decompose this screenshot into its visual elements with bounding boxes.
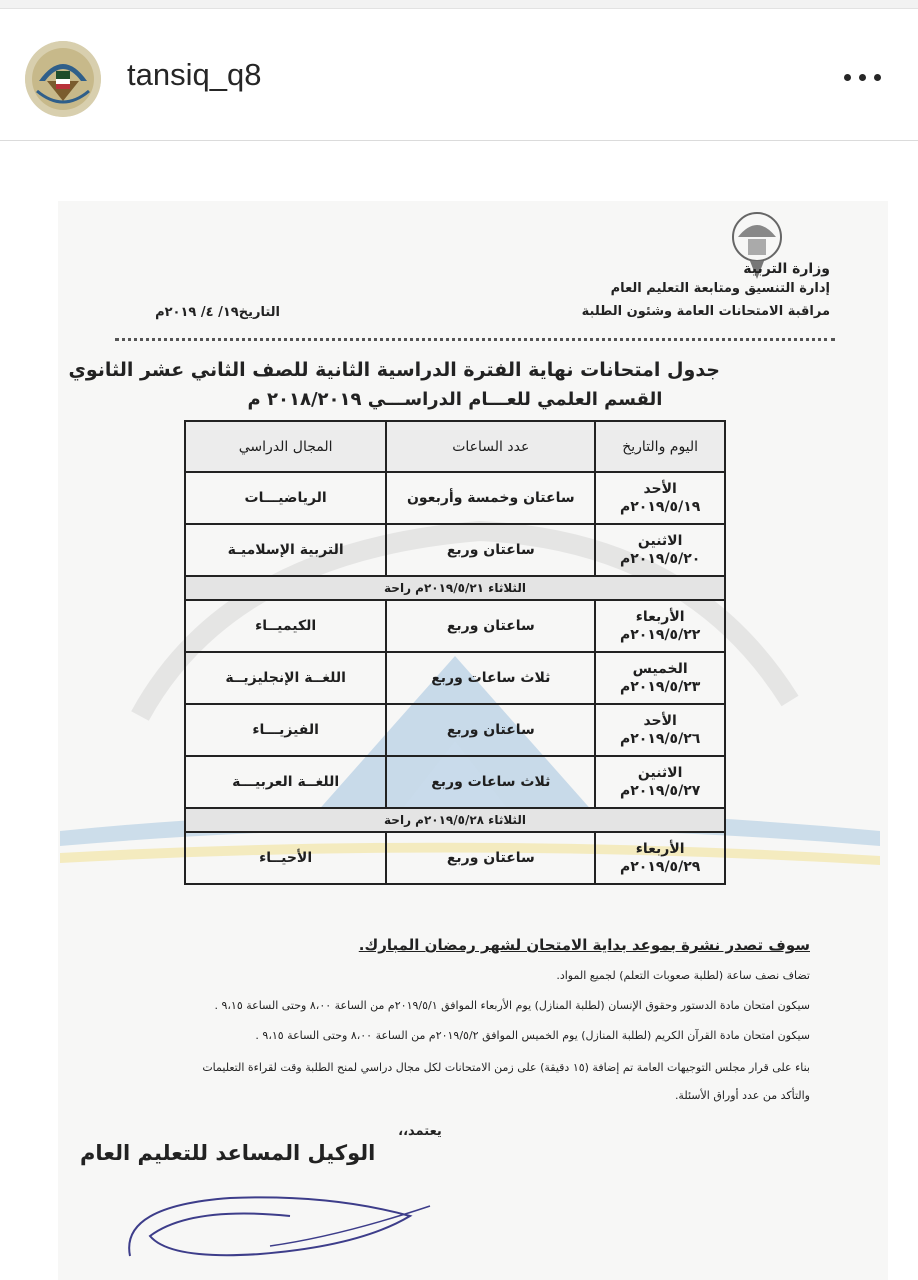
subject-cell: اللغــة العربيـــة (185, 756, 386, 808)
exam-schedule-table (184, 420, 726, 885)
signatory-title: الوكيل المساعد للتعليم العام (80, 1141, 376, 1165)
status-strip (0, 0, 918, 9)
subject-cell: الفيزيـــاء (185, 704, 386, 756)
schedule-subtitle: القسم العلمي للعـــام الدراســـي ٢٠١٨/٢٠١٩ م (247, 389, 663, 410)
table-header-row (185, 421, 725, 472)
section-name: مراقبة الامتحانات العامة وشئون الطلبة (581, 304, 830, 319)
account-username[interactable]: tansiq_q8 (127, 57, 262, 92)
department-name: إدارة التنسيق ومتابعة التعليم العام (610, 281, 830, 296)
hours-cell: ثلاث ساعات وربع (386, 756, 595, 808)
header-subject: المجال الدراسي (185, 421, 386, 472)
subject-cell: اللغــة الإنجليزيــة (185, 652, 386, 704)
schedule-title: جدول امتحانات نهاية الفترة الدراسية الثانية للصف الثاني عشر الثانوي (68, 359, 720, 381)
post-image (0, 141, 918, 1280)
day-cell: الأحد ٢٠١٩/٥/١٩م (595, 472, 725, 524)
hours-cell: ساعتان وخمسة وأربعون (386, 472, 595, 524)
table-row (185, 832, 725, 884)
header-day-date: اليوم والتاريخ (595, 421, 725, 472)
table-row (185, 652, 725, 704)
note-extra-time: بناء على قرار مجلس التوجيهات العامة تم إضافة (١٥ دقيقة) على زمن الامتحانات لكل مجال دراسي لمنح الطلبة وقت لقراءة التعليمات (202, 1061, 810, 1074)
profile-avatar[interactable] (25, 41, 101, 117)
rest-day-row (185, 576, 725, 600)
note-learning-difficulties: تضاف نصف ساعة (لطلبة صعوبات التعلم) لجميع المواد. (556, 969, 810, 982)
table-row (185, 600, 725, 652)
signature-icon (110, 1176, 440, 1280)
rest-day-row (185, 808, 725, 832)
day-cell: الاثنين ٢٠١٩/٥/٢٠م (595, 524, 725, 576)
document-content (0, 141, 918, 1280)
subject-cell: الكيميــاء (185, 600, 386, 652)
ministry-name: وزارة التربية (743, 261, 830, 277)
post-header (0, 9, 918, 141)
subject-cell: الرياضيـــات (185, 472, 386, 524)
document-date: التاريخ١٩/ ٤/ ٢٠١٩م (155, 305, 280, 320)
table-row (185, 472, 725, 524)
hours-cell: ثلاث ساعات وربع (386, 652, 595, 704)
hours-cell: ساعتان وربع (386, 600, 595, 652)
hours-cell: ساعتان وربع (386, 832, 595, 884)
separator-line (115, 338, 835, 341)
hours-cell: ساعتان وربع (386, 704, 595, 756)
subject-cell: الأحيــاء (185, 832, 386, 884)
day-cell: الأحد ٢٠١٩/٥/٢٦م (595, 704, 725, 756)
more-options-icon[interactable] (838, 57, 888, 97)
table-row (185, 524, 725, 576)
table-row (185, 756, 725, 808)
ministry-logo-icon (25, 41, 101, 117)
ramadan-note: سوف تصدر نشرة بموعد بداية الامتحان لشهر رمضان المبارك. (358, 936, 810, 954)
note-quran-exam: سيكون امتحان مادة القرآن الكريم (لطلبة المنازل) يوم الخميس الموافق ٢٠١٩/٥/٢م من الساعة ٨،٠٠ وحتى الساعة ٩،١٥ . (255, 1029, 810, 1042)
table-row (185, 704, 725, 756)
hours-cell: ساعتان وربع (386, 524, 595, 576)
approval-label: يعتمد،، (398, 1124, 442, 1139)
day-cell: الخميس ٢٠١٩/٥/٢٣م (595, 652, 725, 704)
day-cell: الاثنين ٢٠١٩/٥/٢٧م (595, 756, 725, 808)
day-cell: الأربعاء ٢٠١٩/٥/٢٩م (595, 832, 725, 884)
rest-day-cell: الثلاثاء ٢٠١٩/٥/٢٨م راحة (185, 808, 725, 832)
rest-day-cell: الثلاثاء ٢٠١٩/٥/٢١م راحة (185, 576, 725, 600)
subject-cell: التربية الإسلاميـة (185, 524, 386, 576)
note-constitution-exam: سيكون امتحان مادة الدستور وحقوق الإنسان (لطلبة المنازل) يوم الأربعاء الموافق ٢٠١٩/٥/١م من الساعة ٨،٠٠ وحتى الساعة ٩،١٥ . (214, 999, 810, 1012)
day-cell: الأربعاء ٢٠١٩/٥/٢٢م (595, 600, 725, 652)
note-extra-time-cont: والتأكد من عدد أوراق الأسئلة. (674, 1089, 810, 1102)
header-hours: عدد الساعات (386, 421, 595, 472)
